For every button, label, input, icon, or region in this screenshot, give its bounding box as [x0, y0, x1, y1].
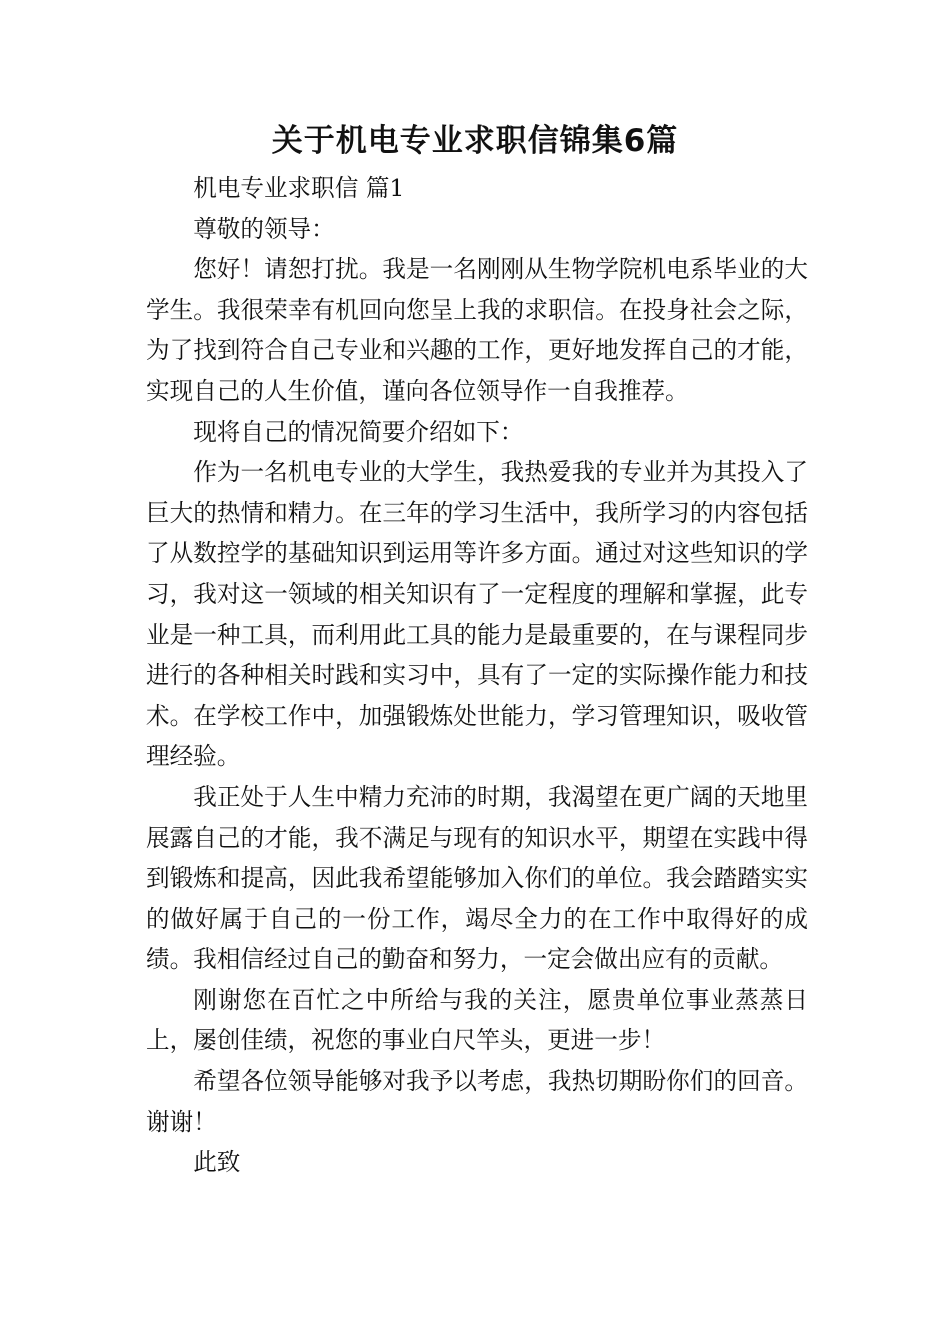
paragraph: 现将自己的情况简要介绍如下： [193, 417, 524, 446]
paragraph: 您好！请恕打扰。我是一名刚刚从生物学院机电系毕业的大学生。我很荣幸有机回向您呈上我的求职信。在投身社会之际，为了找到符合自己专业和兴趣的工作，更好地发挥自己的才能，实现自己的人生价值，谨向各位领导作一自我推荐。 [146, 255, 808, 405]
paragraph: 我正处于人生中精力充沛的时期，我渴望在更广阔的天地里展露自己的才能，我不满足与现有的知识水平，期望在实践中得到锻炼和提高，因此我希望能够加入你们的单位。我会踏踏实实的做好属于自己的一份工作，竭尽全力的在工作中取得好的成绩。我相信经过自己的勤奋和努力，一定会做出应有的贡献。 [146, 782, 808, 974]
paragraph: 作为一名机电专业的大学生，我热爱我的专业并为其投入了巨大的热情和精力。在三年的学习生活中，我所学习的内容包括了从数控学的基础知识到运用等许多方面。通过对这些知识的学习，我对这一领域的相关知识有了一定程度的理解和掌握，此专业是一种工具，而利用此工具的能力是最重要的，在与课程同步进行的各种相关时践和实习中，具有了一定的实际操作能力和技术。在学校工作中，加强锻炼处世能力，学习管理知识，吸收管理经验。 [146, 458, 808, 771]
paragraph: 希望各位领导能够对我予以考虑，我热切期盼你们的回音。谢谢！ [146, 1067, 808, 1136]
closing: 此致 [193, 1148, 241, 1177]
paragraph: 刚谢您在百忙之中所给与我的关注，愿贵单位事业蒸蒸日上，屡创佳绩，祝您的事业白尺竿头，更进一步！ [146, 985, 808, 1055]
section-heading: 机电专业求职信 篇1 [193, 174, 405, 202]
document-body [146, 168, 808, 1183]
document-title: 关于机电专业求职信锦集6篇 [271, 123, 679, 159]
salutation: 尊敬的领导： [193, 214, 335, 243]
